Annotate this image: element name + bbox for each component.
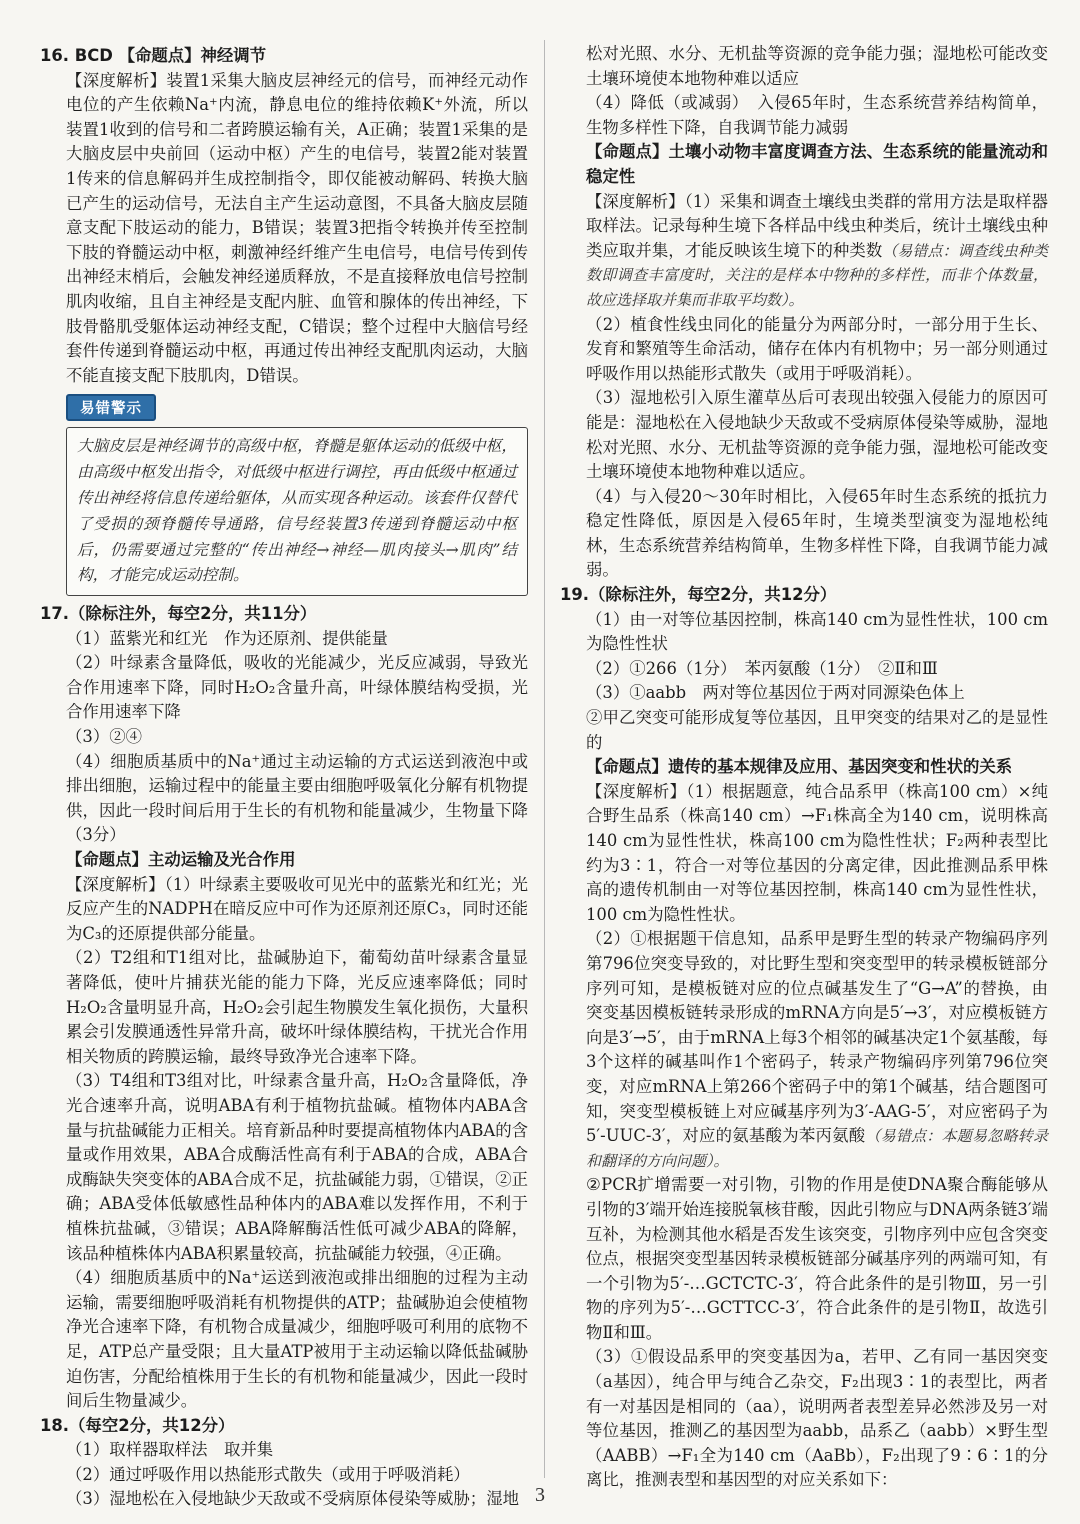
q19-answer-3b: ②甲乙突变可能形成复等位基因，且甲突变的结果对乙的是显性的 xyxy=(586,708,1048,752)
q18-answer-3-cont: 松对光照、水分、无机盐等资源的竞争能力强；湿地松可能改变土壤环境使本地物种难以适应 xyxy=(586,44,1048,88)
q18-heading: 18.（每空2分，共12分） xyxy=(40,1415,235,1435)
q17-answer-1: （1）蓝紫光和红光 作为还原剂、提供能量 xyxy=(66,628,388,648)
q18-answer-3: （3）湿地松在入侵地缺少天敌或不受病原体侵染等威胁；湿地 xyxy=(66,1489,519,1509)
q19-analysis-4: （3）①假设品系甲的突变基因为a，若甲、乙有同一基因突变（a基因），纯合甲与纯合乙杂交，F₂出现3∶1的表型比，两者有一对基因是相同的（aa），说明两者表型差异必然涉及另一对等位基因，推测乙的基因型为aabb，品系乙（aabb）×野生型（AABB）→F₁全为140 cm（AaBb），F₂出现了9∶6∶1的分离比，推测表型和基因型的对应关系如下： xyxy=(586,1347,1048,1490)
q18-analysis-1 xyxy=(560,190,1048,313)
q18-analysis-3: （3）湿地松引入原生灌草丛后可表现出较强入侵能力的原因可能是：湿地松在入侵地缺少天敌或不受病原体侵染等威胁，湿地松对光照、水分、无机盐等资源的竞争能力强，湿地松可能改变土壤环境使本地物种难以适应。 xyxy=(586,388,1048,482)
q19-topic: 【命题点】遗传的基本规律及应用、基因突变和性状的关系 xyxy=(586,757,1013,777)
q19-analysis-2-text: （2）①根据题干信息知，品系甲是野生型的转录产物编码序列第796位突变导致的，对比野生型和突变型甲的转录模板链部分序列可知，是模板链对应的位点碱基发生了“G→A”的替换，由突变基因模板链转录形成的mRNA方向是5′→3′，对应模板链方向是3′→5′，由于mRNA上每3个相邻的碱基决定1个氨基酸，每3个这样的碱基叫作1个密码子，转录产物编码序列第796位突变，对应mRNA上第266个密码子中的第1个碱基，结合题图可知，突变型模板链上对应碱基序列为3′-AAG-5′，对应密码子为5′-UUC-3′，对应的氨基酸为苯丙氨酸 xyxy=(586,929,1048,1146)
error-tip-title: 易错警示 xyxy=(66,394,156,421)
right-column xyxy=(560,42,1048,1493)
q17-answer-3: （3）②④ xyxy=(66,727,142,747)
q19-analysis-2 xyxy=(560,927,1048,1173)
q19-analysis-3: ②PCR扩增需要一对引物，引物的作用是使DNA聚合酶能够从引物的3′端开始连接脱氧核苷酸，因此引物应与DNA两条链3′端互补，为检测其他水稻是否发生该突变，引物序列中应包含突变位点，根据突变型基因转录模板链部分碱基序列的两端可知，有一个引物为5′-…GCTCTC-3′，符合此条件的是引物Ⅲ，另一引物的序列为5′-…GCTTCC-3′，符合此条件的是引物Ⅱ，故选引物Ⅱ和Ⅲ。 xyxy=(586,1175,1048,1342)
column-divider xyxy=(544,40,545,1478)
q18-topic: 【命题点】土壤小动物丰富度调查方法、生态系统的能量流动和稳定性 xyxy=(586,142,1048,186)
q19-analysis-1: 【深度解析】（1）根据题意，纯合品系甲（株高100 cm）×纯合野生品系（株高140 cm）→F₁株高全为140 cm，说明株高140 cm为显性性状，株高100 cm为隐性性状；F₂两种表型比约为3∶1，符合一对等位基因的分离定律，因此推测品系甲株高的遗传机制由一对等位基因控制，株高140 cm为显性性状，100 cm为隐性性状。 xyxy=(586,781,1048,924)
q17-analysis-2: （2）T2组和T1组对比，盐碱胁迫下，葡萄幼苗叶绿素含量显著降低，使叶片捕获光能的能力下降，光反应速率降低；同时H₂O₂含量明显升高，H₂O₂会引起生物膜发生氧化损伤，大量积累会引发膜通透性异常升高，破坏叶绿体膜结构，干扰光合作用相关物质的跨膜运输，最终导致净光合速率下降。 xyxy=(66,948,528,1066)
q17-analysis-1: 【深度解析】（1）叶绿素主要吸收可见光中的蓝紫光和红光；光反应产生的NADPH在暗反应中可作为还原剂还原C₃，同时还能为C₃的还原提供部分能量。 xyxy=(66,874,528,943)
q17-topic: 【命题点】主动运输及光合作用 xyxy=(66,850,296,870)
q19-heading: 19.（除标注外，每空2分，共12分） xyxy=(560,585,837,605)
q17-answer-4: （4）细胞质基质中的Na⁺通过主动运输的方式运送到液泡中或排出细胞，运输过程中的能量主要由细胞呼吸氧化分解有机物提供，因此一段时间后用于生长的有机物和能量减少，生物量下降（3分） xyxy=(66,751,528,845)
q18-answer-4: （4）降低（或减弱） 入侵65年时，生态系统营养结构简单，生物多样性下降，自我调节能力减弱 xyxy=(586,93,1048,137)
q18-answer-1: （1）取样器取样法 取并集 xyxy=(66,1440,274,1460)
q18-analysis-2: （2）植食性线虫同化的能量分为两部分时，一部分用于生长、发育和繁殖等生命活动，储存在体内有机物中；另一部分则通过呼吸作用以热能形式散失（或用于呼吸消耗）。 xyxy=(586,314,1048,383)
q17-analysis-4: （4）细胞质基质中的Na⁺运送到液泡或排出细胞的过程为主动运输，需要细胞呼吸消耗有机物提供的ATP；盐碱胁迫会使植物净光合速率下降，有机物合成量减少，细胞呼吸可利用的底物不足，ATP总产量受限；且大量ATP被用于主动运输以降低盐碱胁迫伤害，分配给植株用于生长的有机物和能量减少，因此一段时间后生物量减少。 xyxy=(66,1268,528,1411)
q17-answer-2: （2）叶绿素含量降低，吸收的光能减少，光反应减弱，导致光合作用速率下降，同时H₂O₂含量升高，叶绿体膜结构受损，光合作用速率下降 xyxy=(66,653,528,722)
q18-error-note: （易错点：调查线虫种类数即调查丰富度时，关注的是样本中物种的多样性，而非个体数量，故应选择取并集而非取平均数）。 xyxy=(586,241,1048,309)
left-column xyxy=(40,44,528,1512)
q19-answer-1: （1）由一对等位基因控制，株高140 cm为显性性状，100 cm为隐性性状 xyxy=(586,609,1048,654)
page-number: 3 xyxy=(535,1484,545,1506)
q16-heading: 16. BCD 【命题点】神经调节 xyxy=(40,46,267,65)
q18-analysis-1-text: 【深度解析】（1）采集和调查土壤线虫类群的常用方法是取样器取样法。记录每种生境下各样品中线虫种类后，统计土壤线虫种类应取并集，才能反映该生境下的种类数 xyxy=(586,191,1048,260)
q19-error-note: （易错点：本题易忽略转录和翻译的方向问题）。 xyxy=(586,1127,1048,1170)
q17-heading: 17.（除标注外，每空2分，共11分） xyxy=(40,604,317,624)
q18-answer-2: （2）通过呼吸作用以热能形式散失（或用于呼吸消耗） xyxy=(66,1464,470,1484)
q17-analysis-3: （3）T4组和T3组对比，叶绿素含量升高，H₂O₂含量降低，净光合速率升高，说明ABA有利于植物抗盐碱。植物体内ABA含量与抗盐碱能力正相关。培育新品种时要提高植物体内ABA的含量或作用效果，ABA合成酶活性高有利于ABA的合成，ABA合成酶缺失突变体的ABA合成不足，抗盐碱能力弱，①错误，②正确；ABA受体低敏感性品种体内的ABA难以发挥作用，不利于植株抗盐碱，③错误；ABA降解酶活性低可减少ABA的降解，该品种植株体内ABA积累量较高，抗盐碱能力较强，④正确。 xyxy=(66,1071,528,1263)
error-tip-box xyxy=(66,427,528,596)
error-tip-text: 大脑皮层是神经调节的高级中枢，脊髓是躯体运动的低级中枢，由高级中枢发出指令，对低级中枢进行调控，再由低级中枢通过传出神经将信息传递给躯体，从而实现各种运动。该套件仅替代了受损的颈脊髓传导通路，信号经装置3传递到脊髓运动中枢后，仍需要通过完整的“传出神经→神经—肌肉接头→肌肉”结构，才能完成运动控制。 xyxy=(77,437,517,585)
q16-analysis: 【深度解析】装置1采集大脑皮层神经元的信号，而神经元动作电位的产生依赖Na⁺内流，静息电位的维持依赖K⁺外流，所以装置1收到的信号和二者跨膜运输有关，A正确；装置1采集的是大脑皮层中央前回（运动中枢）产生的电信号，装置2能对装置1传来的信息解码并生成控制指令，即仅能被动解码、转换大脑已产生的运动信号，无法自主产生运动意图，不具备大脑皮层随意支配下肢运动的能力，B错误；装置3把指令转换并传至控制下肢的脊髓运动中枢，刺激神经纤维产生电信号，电信号传到传出神经末梢后，会触发神经递质释放，不是直接释放电信号控制肌肉收缩，且自主神经是支配内脏、血管和腺体的传出神经，下肢骨骼肌受躯体运动神经支配，C错误；整个过程中大脑信号经套件传递到脊髓运动中枢，再通过传出神经支配肌肉运动，大脑不能直接支配下肢肌肉，D错误。 xyxy=(66,70,528,385)
q19-answer-3: （3）①aabb 两对等位基因位于两对同源染色体上 xyxy=(586,683,965,703)
q18-analysis-4: （4）与入侵20～30年时相比，入侵65年时生态系统的抵抗力稳定性降低，原因是入侵65年时，生境类型演变为湿地松纯林，生态系统营养结构简单，生物多样性下降，自我调节能力减弱。 xyxy=(586,486,1048,580)
q19-answer-2: （2）①266（1分） 苯丙氨酸（1分） ②Ⅱ和Ⅲ xyxy=(586,658,938,678)
